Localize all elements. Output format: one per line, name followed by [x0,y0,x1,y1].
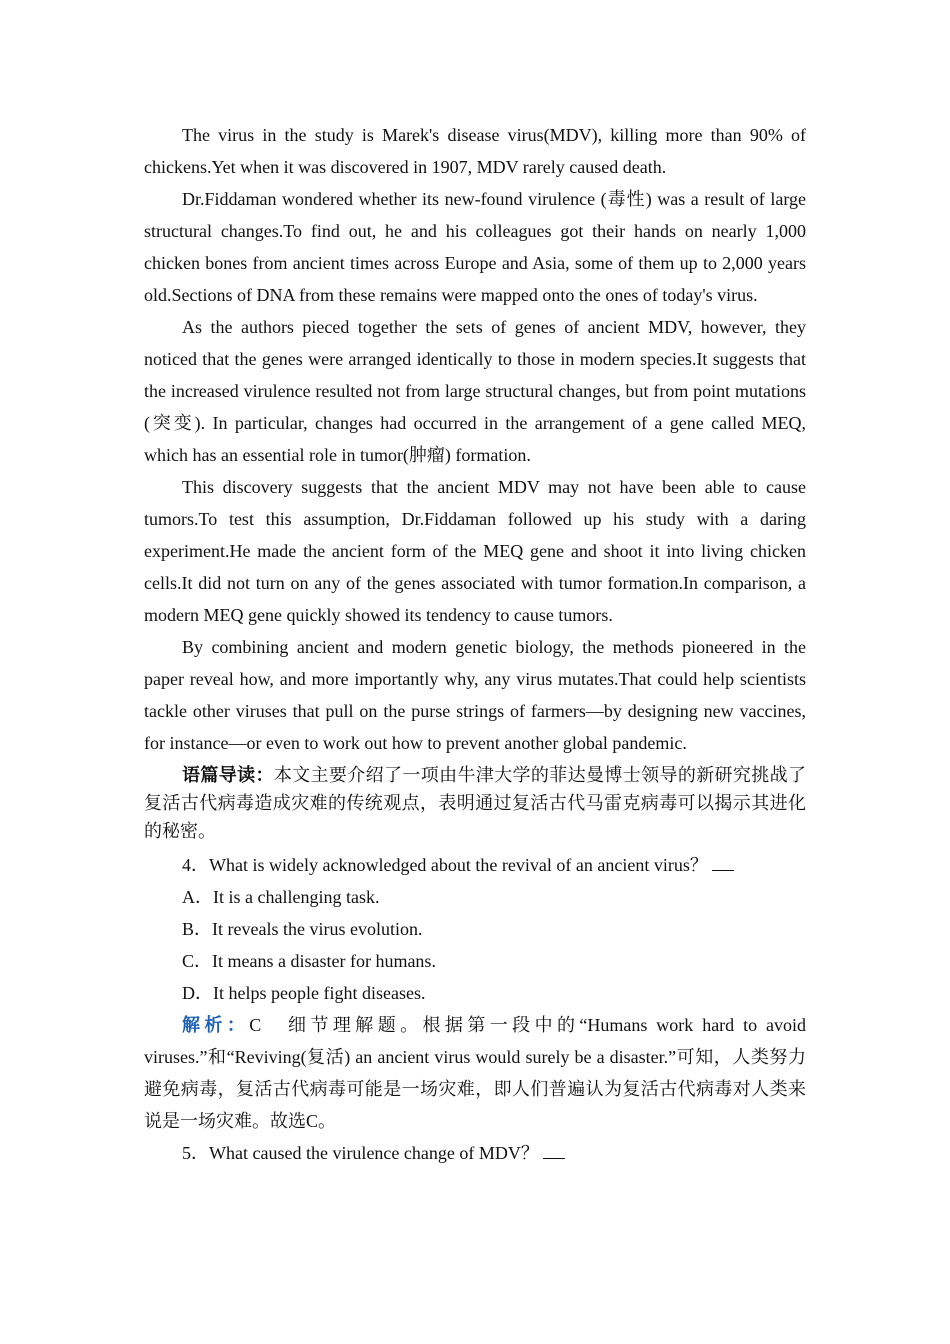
analysis-text: C 细节理解题。根据第一段中的“Humans work hard to avoid viruses.”和“Reviving(复活) an ancient virus would surely be a disaster.”可知，人类努力避免病毒，复活古代病毒可能是一场灾难，即人们普遍认为复活古代病毒对人类来说是一场灾难。故选C。 [144,1015,806,1131]
document-page [144,119,806,1169]
question-4-analysis [144,1009,806,1137]
question-4-option-c: C．It means a disaster for humans. [182,951,436,971]
question-5 [144,1137,806,1169]
answer-blank [712,852,734,871]
answer-blank [543,1140,565,1159]
passage-paragraph-5: By combining ancient and modern genetic biology, the methods pioneered in the paper reveal how, and more importantly why, any virus mutates.That could help scientists tackle other viruses that pull on the purse strings of farmers—by designing new vaccines, for instance—or even to work out how to prevent another global pandemic. [144,637,806,753]
reading-guide [144,761,806,845]
reading-guide-text: 本文主要介绍了一项由牛津大学的菲达曼博士领导的新研究挑战了复活古代病毒造成灾难的传统观点，表明通过复活古代马雷克病毒可以揭示其进化的秘密。 [144,765,807,841]
question-4 [144,849,806,881]
passage-paragraph-1: The virus in the study is Marek's disease virus(MDV), killing more than 90% of chickens.Yet when it was discovered in 1907, MDV rarely caused death. [144,125,806,177]
passage-paragraph-2: Dr.Fiddaman wondered whether its new-found virulence (毒性) was a result of large structural changes.To find out, he and his colleagues got their hands on nearly 1,000 chicken bones from ancient times across Europe and Asia, some of them up to 2,000 years old.Sections of DNA from these remains were mapped onto the ones of today's virus. [144,189,806,305]
analysis-label: 解析： [182,1015,250,1035]
question-4-option-d: D．It helps people fight diseases. [182,983,426,1003]
passage-paragraph-3: As the authors pieced together the sets of genes of ancient MDV, however, they noticed that the genes were arranged identically to those in modern species.It suggests that the increased virulence resulted not from large structural changes, but from point mutations (突变). In particular, changes had occurred in the arrangement of a gene called MEQ, which has an essential role in tumor(肿瘤) formation. [144,317,806,465]
passage-paragraph-4: This discovery suggests that the ancient MDV may not have been able to cause tumors.To test this assumption, Dr.Fiddaman followed up his study with a daring experiment.He made the ancient form of the MEQ gene and shoot it into living chicken cells.It did not turn on any of the genes associated with tumor formation.In comparison, a modern MEQ gene quickly showed its tendency to cause tumors. [144,477,806,625]
question-4-stem: 4．What is widely acknowledged about the revival of an ancient virus？ [182,855,708,875]
question-5-stem: 5．What caused the virulence change of MDV？ [182,1143,539,1163]
question-4-option-b: B．It reveals the virus evolution. [182,919,423,939]
reading-guide-label: 语篇导读： [182,765,274,785]
question-4-option-a: A．It is a challenging task. [182,887,380,907]
